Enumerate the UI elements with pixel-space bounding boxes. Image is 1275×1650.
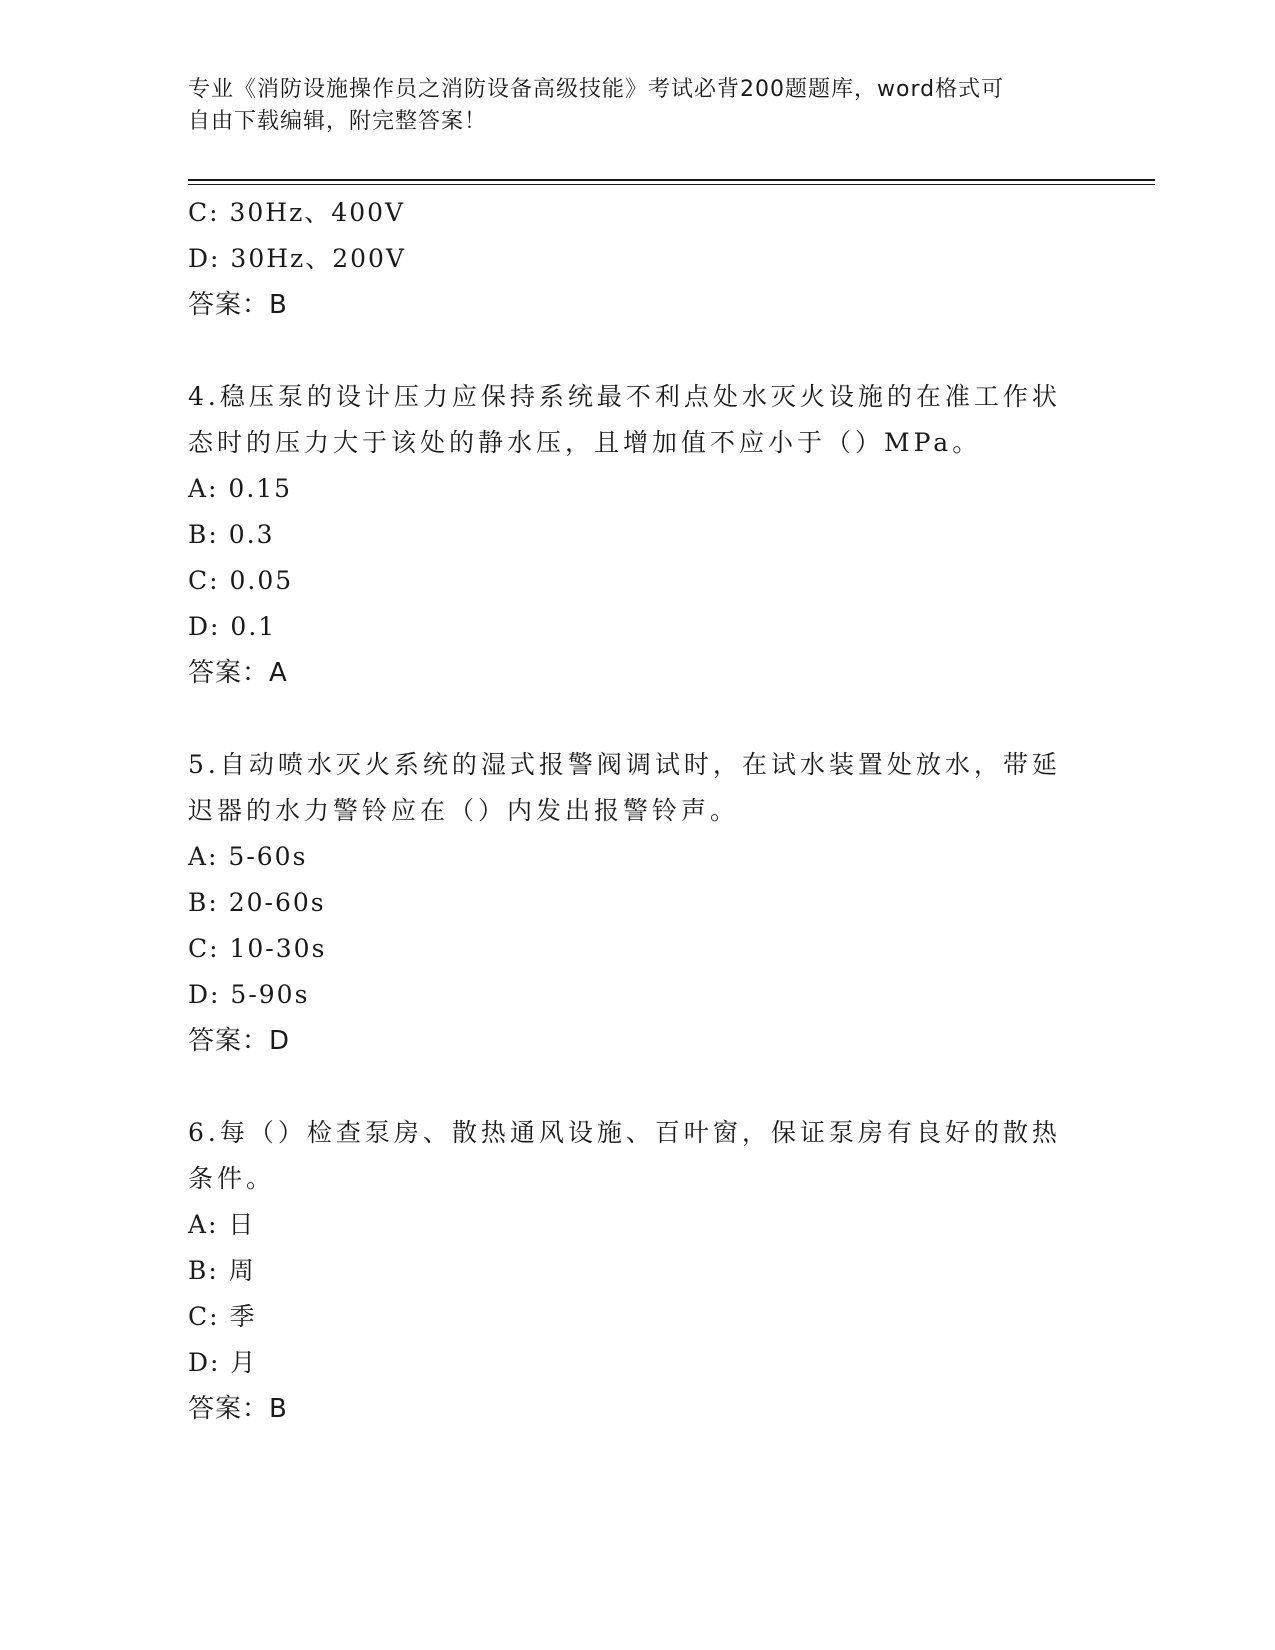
header-title-line-2: 自由下载编辑，附完整答案！ (188, 109, 488, 134)
option-d: D: 0.1 (188, 612, 277, 641)
option-c: C: 10-30s (188, 934, 327, 963)
question-stem-line-2: 条件。 (188, 1164, 276, 1193)
question-4 (188, 374, 1088, 696)
option-d: D: 5-90s (188, 980, 310, 1009)
question-6 (188, 1110, 1088, 1432)
option-d: D: 月 (188, 1348, 258, 1377)
spacer (188, 696, 1088, 742)
question-list (188, 190, 1088, 1432)
option-a: A: 0.15 (188, 474, 293, 503)
spacer (188, 1064, 1088, 1110)
option-b: B: 20-60s (188, 888, 326, 917)
option-c: C: 0.05 (188, 566, 294, 595)
question-3 (188, 190, 1088, 328)
answer: 答案：D (188, 1026, 291, 1056)
option-a: A: 日 (188, 1210, 256, 1239)
option-c: C: 季 (188, 1302, 257, 1331)
question-stem-line-2: 态时的压力大于该处的静水压，且增加值不应小于（）MPa。 (188, 428, 982, 457)
option-b: B: 0.3 (188, 520, 275, 549)
question-stem-line-1: 6.每（）检查泵房、散热通风设施、百叶窗，保证泵房有良好的散热 (188, 1118, 1061, 1147)
option-c: C: 30Hz、400V (188, 198, 406, 227)
question-5 (188, 742, 1088, 1064)
question-stem-line-1: 4.稳压泵的设计压力应保持系统最不利点处水灭火设施的在准工作状 (188, 382, 1061, 411)
header-title-line-1: 专业《消防设施操作员之消防设备高级技能》考试必背200题题库，word格式可 (188, 77, 1005, 102)
answer: 答案：B (188, 290, 288, 320)
spacer (188, 328, 1088, 374)
option-a: A: 5-60s (188, 842, 308, 871)
header-divider-thick (188, 179, 1155, 181)
question-stem-line-2: 迟器的水力警铃应在（）内发出报警铃声。 (188, 796, 740, 825)
option-b: B: 周 (188, 1256, 256, 1285)
option-d: D: 30Hz、200V (188, 244, 406, 273)
header-divider-thin (188, 184, 1155, 185)
answer: 答案：B (188, 1394, 288, 1424)
answer: 答案：A (188, 658, 288, 688)
page-header (188, 74, 1068, 138)
question-stem-line-1: 5.自动喷水灭火系统的湿式报警阀调试时，在试水装置处放水，带延 (188, 750, 1061, 779)
